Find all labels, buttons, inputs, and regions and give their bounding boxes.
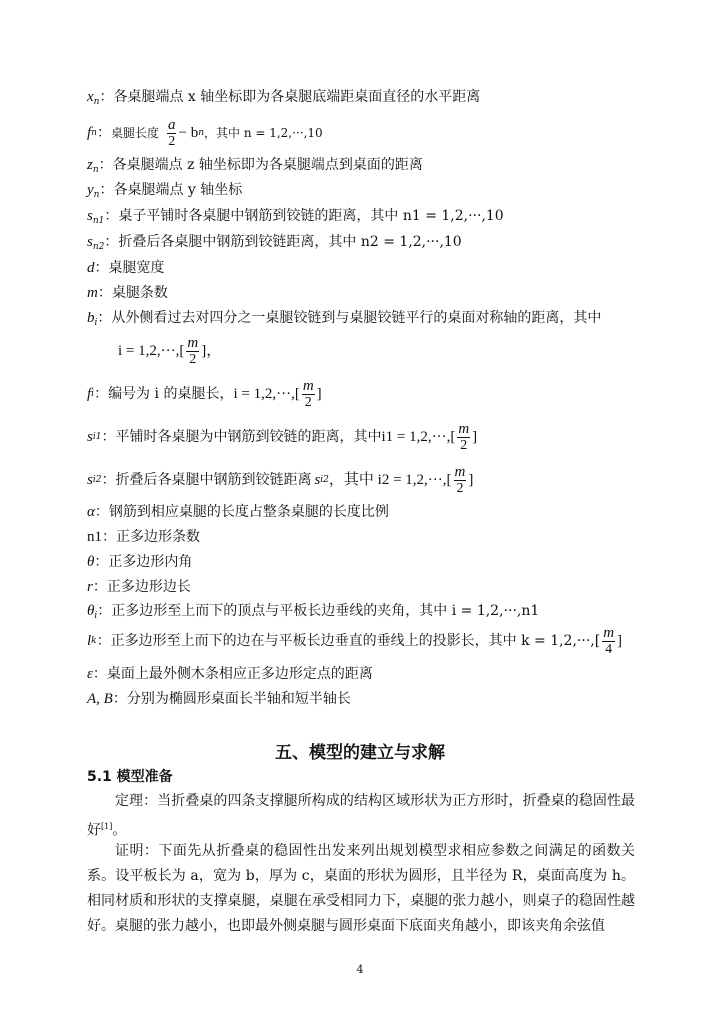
index-range-end: ] [617,633,623,649]
fraction-denominator: 2 [460,437,468,453]
subsection-title: 5.1 模型准备 [87,769,173,785]
index-range: i1 = 1,2,···,[ [381,429,456,445]
theorem-end: 。 [112,822,127,839]
separator: ： [96,633,111,649]
fraction-denominator: 2 [304,394,312,410]
symbol-lk [87,623,647,659]
symbol-theta [87,552,647,572]
definition: 桌腿长度 [110,126,159,140]
symbol-fn [87,118,647,148]
separator: ： [94,260,109,276]
fraction-denominator: 2 [168,133,176,149]
separator: ： [92,666,107,682]
symbol-xn [87,87,647,112]
symbol: s [87,234,93,250]
separator: ： [96,125,111,141]
fraction [457,422,470,453]
symbol: ε [87,666,93,682]
definition: 桌腿条数 [111,285,168,301]
fraction-denominator: 2 [456,480,464,496]
definition: 折叠后各桌腿中钢筋到铰链距离 [115,472,312,488]
definition: 各桌腿端点 z 轴坐标即为各桌腿端点到桌面的距离 [112,157,423,173]
symbol-yn [87,180,647,205]
symbol-subscript: n2 [92,242,105,252]
fraction-numerator: m [454,463,466,480]
symbol-subscript: n [92,165,99,175]
symbol-bi-continuation [118,333,678,369]
symbol: f [87,125,92,141]
definition: 正多边形内角 [108,554,193,570]
symbol: s [87,472,93,488]
inline-symbol: s [314,472,321,488]
symbol: d [87,260,95,276]
symbol: x [87,89,94,105]
symbol: s [87,429,93,445]
theorem-paragraph [87,789,635,844]
symbol-sn1 [87,206,647,231]
symbol: θ [87,603,95,619]
symbol: m [87,285,98,301]
separator: ： [94,386,109,402]
fraction-denominator: 2 [189,351,197,367]
separator: ： [99,89,114,105]
symbol-n1 [87,527,647,547]
symbol-zn [87,155,647,180]
definition: 桌腿宽度 [108,260,165,276]
separator: ： [104,208,119,224]
separator: ： [98,157,113,173]
symbol-subscript: n [93,190,100,200]
symbol-subscript: n [93,97,100,107]
symbol: y [87,182,94,198]
separator: ： [101,429,116,445]
fraction-numerator: m [187,334,199,351]
fraction-numerator: a [167,116,176,133]
definition: 桌子平铺时各桌腿中钢筋到铰链的距离，其中 n1 = 1,2,···,10 [118,208,504,224]
symbol-subscript: n1 [92,216,105,226]
definition: 正多边形至上而下的边在与平板长边垂直的垂线上的投影长，其中 k = 1,2,···,[ [110,633,601,649]
separator: ： [94,504,109,520]
symbol: α [87,504,95,520]
fraction [186,336,199,367]
separator: ： [101,472,116,488]
symbol: f [87,386,92,402]
symbol-epsilon [87,664,647,684]
separator: ： [97,310,112,326]
fraction [167,118,177,149]
definition: 编号为 i 的桌腿长， [108,386,234,402]
symbol: r [87,579,93,595]
definition: 桌面上最外侧木条相应正多边形定点的距离 [106,666,373,682]
index-range: i = 1,2,···,[ [118,343,185,359]
separator: ： [97,285,112,301]
index-range: ，其中 i2 = 1,2,···,[ [328,472,452,488]
symbol-d [87,258,647,278]
symbol-si1 [87,419,647,455]
symbol: s [87,208,93,224]
definition: 折叠后各桌腿中钢筋到铰链距离，其中 n2 = 1,2,···,10 [118,234,462,250]
definition: 钢筋到相应桌腿的长度占整条桌腿的长度比例 [108,504,389,520]
formula-tail: − b [178,125,199,141]
symbol-bi [87,308,647,333]
symbol-sn2 [87,232,647,257]
formula-tail-subscript: n [198,128,204,138]
symbol: n1 [87,529,102,545]
definition: 平铺时各桌腿为中钢筋到铰链的距离，其中 [115,429,382,445]
symbol-fi [87,376,647,412]
separator: ： [99,182,114,198]
section-title: 五、模型的建立与求解 [275,743,445,763]
symbol-subscript: i1 [92,432,102,442]
index-range-end: ] [472,429,478,445]
fraction [454,465,467,496]
symbol-alpha [87,502,647,522]
definition: 各桌腿端点 x 轴坐标即为各桌腿底端距桌面直径的水平距离 [113,89,481,105]
separator: ： [104,234,119,250]
fraction-numerator: m [603,624,615,641]
symbol-subscript: i [94,611,98,621]
separator: ： [97,603,112,619]
symbol-subscript: i [91,389,95,399]
symbol: z [87,157,93,173]
separator: ： [94,554,109,570]
page-number: 4 [356,963,364,976]
symbol-si2 [87,462,647,498]
theorem-text: 定理：当折叠桌的四条支撑腿所构成的结构区域形状为正方形时，折叠桌的稳固性最好 [87,793,635,839]
definition: 正多边形边长 [106,579,191,595]
proof-paragraph: 证明：下面先从折叠桌的稳固性出发来列出规划模型求相应参数之间满足的函数关系。设平板长为 a，宽为 b，厚为 c，桌面的形状为圆形，且半径为 R，桌面高度为 h。相同材质和形状的支撑桌腿，桌腿在承受相同力下，桌腿的张力越小，则桌子的稳固性越好。桌腿的张力越小，也即最外侧桌腿与圆形桌面下底面夹角越小，即该夹角余弦值 [87,843,635,934]
symbol-ab [87,689,647,709]
definition: 正多边形条数 [116,529,200,545]
symbol: b [87,310,95,326]
fraction [302,379,315,410]
separator: ： [102,529,116,545]
symbol-subscript: k [91,636,97,646]
fraction-denominator: 4 [605,641,613,657]
index-range-end: ] [316,386,322,402]
index-range-end: ]， [201,343,222,359]
symbol-subscript: i2 [92,475,102,485]
symbol: l [87,633,92,649]
symbol-subscript: n [91,128,97,138]
definition: 正多边形至上而下的顶点与平板长边垂线的夹角，其中 i = 1,2,···,n1 [111,603,540,619]
symbol-m [87,283,647,303]
citation: [1] [101,822,113,831]
fraction-numerator: m [458,420,470,437]
fraction-numerator: m [302,377,314,394]
symbol: θ [87,554,95,570]
fraction [602,626,615,657]
index-range-end: ] [468,472,474,488]
symbol-r [87,577,647,597]
separator: ： [112,691,127,707]
symbol: A, B [87,691,113,707]
symbol-subscript: i [94,318,98,328]
separator: ： [92,579,107,595]
definition: 从外侧看过去对四分之一桌腿铰链到与桌腿铰链平行的桌面对称轴的距离，其中 [111,310,602,326]
index-range: ，其中 n = 1,2,···,10 [204,126,323,140]
inline-symbol-subscript: i2 [320,475,329,485]
index-range: i = 1,2,···,[ [233,386,300,402]
definition: 各桌腿端点 y 轴坐标 [113,182,243,198]
definition: 分别为椭圆形桌面长半轴和短半轴长 [126,691,351,707]
